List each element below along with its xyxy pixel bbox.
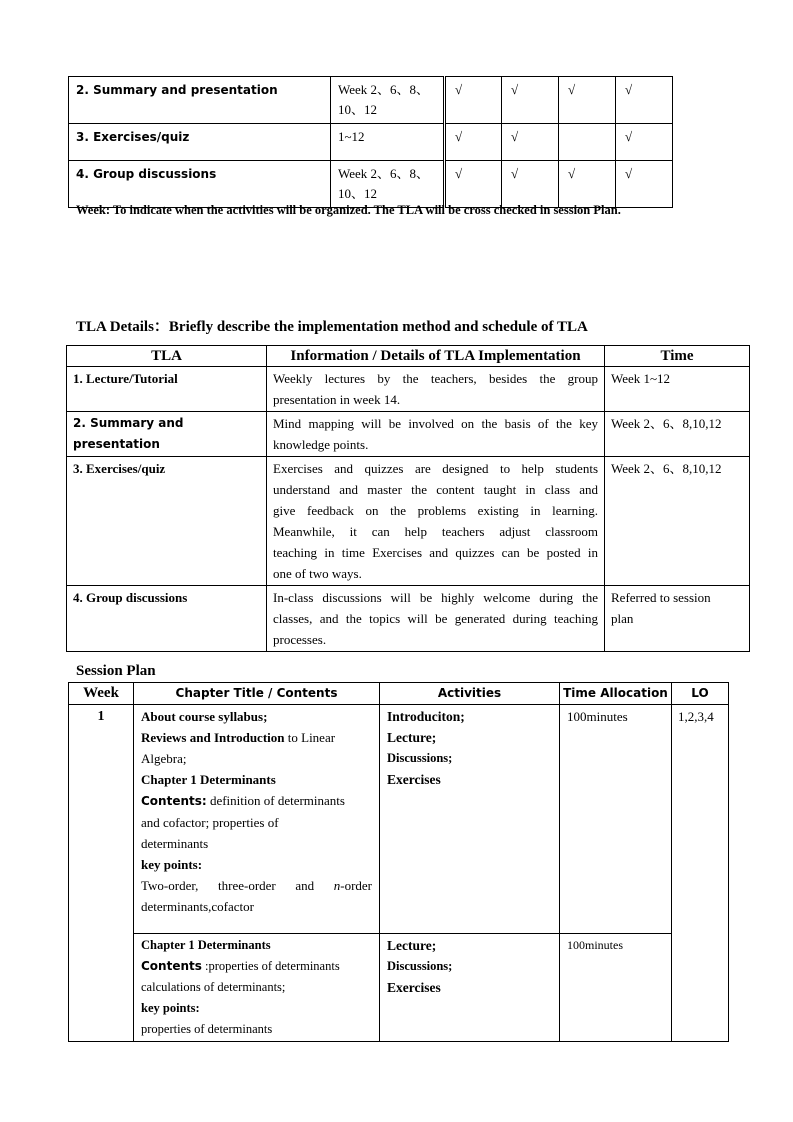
tla-cell: 3. Exercises/quiz: [67, 457, 267, 586]
time-line: Week 1~12: [611, 371, 671, 386]
content-line: [141, 790, 372, 812]
info-line: In-class discussions will be highly welcome during the: [273, 590, 598, 605]
session-plan-heading: Session Plan: [76, 663, 156, 679]
check-cell: √: [502, 161, 559, 208]
time-cell: [605, 412, 750, 457]
key-points-label: key points:: [141, 1001, 200, 1015]
week-cell: [331, 124, 445, 161]
info-line: understand and master the content taught in class and: [273, 482, 598, 497]
activity-week-table: [68, 76, 673, 208]
key-points-label: key points:: [141, 857, 203, 872]
column-header: Activities: [380, 683, 560, 705]
content-line: [141, 727, 372, 748]
check-cell: √: [559, 77, 616, 124]
check-cell: √: [502, 124, 559, 161]
tla-cell: 1. Lecture/Tutorial: [67, 367, 267, 412]
check-cell: [559, 124, 616, 161]
content-italic: n: [333, 878, 341, 893]
week-note: Week: To indicate when the activities will be organized. The TLA will be cross checked in session Plan.: [76, 203, 621, 217]
content-line: determinants: [141, 836, 209, 851]
info-line: presentation in week 14.: [273, 392, 401, 407]
table-row: [67, 457, 750, 586]
week-line: Week 2、6、8、: [338, 166, 430, 181]
activity-cell: 2. Summary and presentation: [69, 77, 331, 124]
content-rest: -order: [340, 878, 372, 893]
activity-line: Discussions;: [387, 959, 453, 973]
info-line: teaching in time Exercises and quizzes can be posted in: [273, 545, 598, 560]
check-cell: √: [502, 77, 559, 124]
column-header: Time Allocation: [560, 683, 672, 705]
table-header-row: [67, 346, 750, 367]
check-cell: √: [445, 77, 502, 124]
content-word: and: [295, 878, 315, 893]
column-header: TLA: [67, 346, 267, 367]
info-line: give feedback on the problems existing in learning.: [273, 503, 598, 518]
activity-line: Discussions;: [387, 751, 453, 765]
time-line: Referred to session: [611, 590, 711, 605]
time-cell: [605, 586, 750, 652]
info-line: Exercises and quizzes are designed to help students: [273, 461, 598, 476]
week-line: Week 2、6、8、: [338, 82, 430, 97]
check-cell: √: [559, 161, 616, 208]
info-line: Mind mapping will be involved on the basis of the key: [273, 416, 598, 431]
info-cell: [267, 412, 605, 457]
content-rest: to Linear: [284, 730, 336, 745]
chapter-title: Chapter 1 Determinants: [141, 772, 276, 787]
content-line: [141, 875, 372, 896]
content-line: [141, 956, 372, 977]
column-header: Chapter Title / Contents: [134, 683, 380, 705]
tla-details-table: [66, 345, 750, 652]
time-allocation-cell: 100minutes: [560, 934, 672, 1042]
content-bold: Reviews and Introduction: [141, 730, 285, 745]
info-line: knowledge points.: [273, 437, 369, 452]
content-rest: :properties of determinants: [201, 959, 340, 973]
table-row: [69, 161, 673, 208]
activity-line: Lecture;: [387, 938, 437, 953]
column-header: Week: [69, 683, 134, 705]
table-row: [69, 77, 673, 124]
activity-line: Introduciton;: [387, 709, 465, 724]
table-row: [67, 412, 750, 457]
chapter-title: Chapter 1 Determinants: [141, 938, 271, 952]
week-line: 10、12: [338, 186, 378, 201]
table-header-row: [69, 683, 729, 705]
content-line: About course syllabus;: [141, 709, 268, 724]
content-word: three-order: [218, 878, 276, 893]
check-cell: √: [445, 161, 502, 208]
column-header: LO: [672, 683, 729, 705]
activity-line: Lecture;: [387, 730, 437, 745]
week-line: 10、12: [338, 102, 378, 117]
column-header: Information / Details of TLA Implementation: [267, 346, 605, 367]
check-cell: √: [616, 77, 673, 124]
content-line: and cofactor; properties of: [141, 815, 279, 830]
contents-label: Contents:: [141, 794, 207, 808]
contents-cell: [134, 705, 380, 934]
time-line: plan: [611, 611, 634, 626]
check-cell: √: [445, 124, 502, 161]
info-line: processes.: [273, 632, 327, 647]
info-cell: [267, 457, 605, 586]
time-line: Week 2、6、8,10,12: [611, 416, 722, 431]
contents-label: Contents: [141, 959, 202, 973]
check-cell: √: [616, 161, 673, 208]
lo-cell: 1,2,3,4: [672, 705, 729, 1042]
time-cell: [605, 367, 750, 412]
activity-cell: 4. Group discussions: [69, 161, 331, 208]
info-line: Weekly lectures by the teachers, besides the group: [273, 371, 598, 386]
activities-cell: [380, 934, 560, 1042]
info-line: Meanwhile, it can help teachers adjust classroom: [273, 524, 598, 539]
week-line: 1~12: [338, 129, 365, 144]
contents-cell: [134, 934, 380, 1042]
week-cell: 1: [69, 705, 134, 1042]
time-line: Week 2、6、8,10,12: [611, 461, 722, 476]
check-cell: √: [616, 124, 673, 161]
content-line: properties of determinants: [141, 1022, 273, 1036]
info-line: classes, and the topics will be generated during teaching: [273, 611, 598, 626]
table-row: [69, 705, 729, 934]
info-cell: [267, 586, 605, 652]
table-row: [69, 124, 673, 161]
content-line: calculations of determinants;: [141, 980, 286, 994]
table-row: [69, 934, 729, 1042]
time-allocation-cell: 100minutes: [560, 705, 672, 934]
activity-line: Exercises: [387, 772, 441, 787]
content-rest: definition of determinants: [206, 793, 345, 808]
week-cell: [331, 161, 445, 208]
table-row: [67, 586, 750, 652]
week-cell: [331, 77, 445, 124]
table-row: [67, 367, 750, 412]
column-header: Time: [605, 346, 750, 367]
time-cell: [605, 457, 750, 586]
tla-cell: 4. Group discussions: [67, 586, 267, 652]
content-line: Algebra;: [141, 751, 187, 766]
content-word: [334, 875, 372, 896]
activity-line: Exercises: [387, 980, 441, 995]
tla-cell: 2. Summary and presentation: [67, 412, 267, 457]
session-plan-table: [68, 682, 729, 1042]
activities-cell: [380, 705, 560, 934]
content-word: Two-order,: [141, 878, 199, 893]
content-line: determinants,cofactor: [141, 899, 254, 914]
info-cell: [267, 367, 605, 412]
activity-cell: 3. Exercises/quiz: [69, 124, 331, 161]
tla-details-heading: TLA Details：Briefly describe the implementation method and schedule of TLA: [76, 319, 588, 335]
info-line: one of two ways.: [273, 566, 362, 581]
